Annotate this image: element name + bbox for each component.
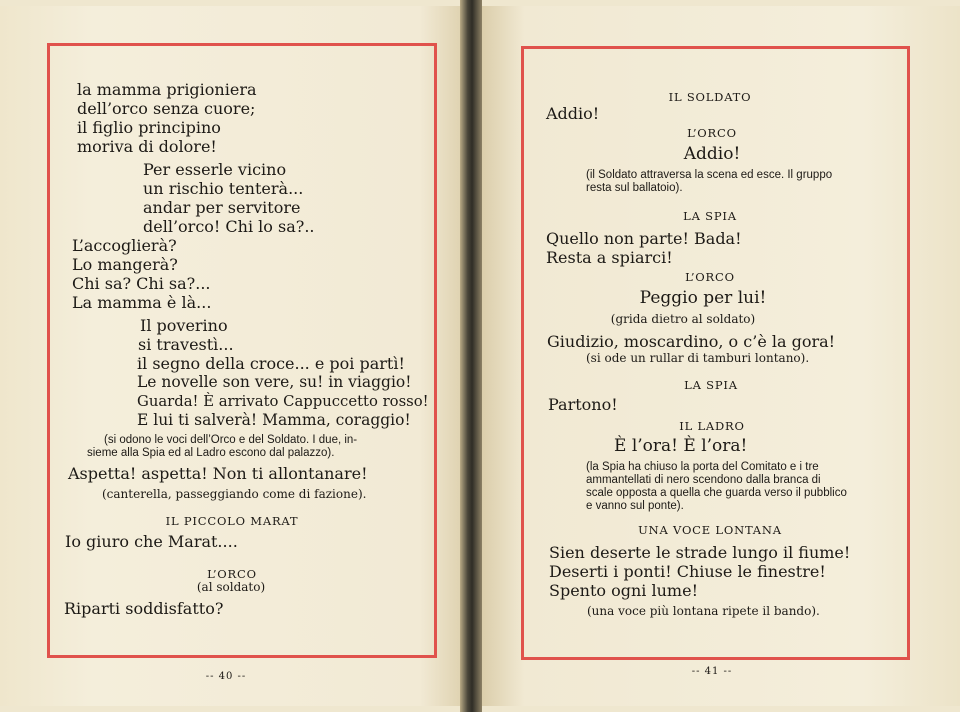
- verse-line: Per esserle vicino: [143, 160, 287, 179]
- verse-line: Spento ogni lume!: [549, 581, 698, 600]
- verse-line: dell’orco! Chi lo sa?..: [143, 217, 315, 236]
- verse-line: Le novelle son vere, su! in viaggio!: [137, 373, 412, 391]
- stage-direction: (canterella, passeggiando come di fazione).: [102, 487, 367, 501]
- verse-line: moriva di dolore!: [77, 137, 217, 156]
- page-number: -- 41 --: [691, 666, 733, 677]
- speaker-name: IL PICCOLO MARAT: [165, 514, 299, 528]
- verse-line: Aspetta! aspetta! Non ti allontanare!: [68, 464, 368, 483]
- stage-direction: (una voce più lontana ripete il bando).: [587, 604, 820, 618]
- verse-line: la mamma prigioniera: [77, 80, 257, 99]
- verse-line: il figlio principino: [77, 118, 221, 137]
- verse-line: Il poverino: [140, 316, 228, 335]
- stage-direction: sieme alla Spia ed al Ladro escono dal palazzo).: [87, 447, 335, 459]
- speaker-name: UNA VOCE LONTANA: [638, 523, 782, 537]
- stage-direction: (grida dietro al soldato): [610, 312, 756, 326]
- stage-direction: (al soldato): [196, 580, 266, 594]
- verse-line: Peggio per lui!: [639, 288, 767, 308]
- verse-line: dell’orco senza cuore;: [77, 99, 256, 118]
- speaker-name: IL LADRO: [679, 419, 745, 433]
- verse-line: Giudizio, moscardino, o c’è la gora!: [547, 332, 836, 351]
- stage-direction: ammantellati di nero scendono dalla branca di: [586, 474, 821, 486]
- stage-direction: (si ode un rullar di tamburi lontano).: [586, 351, 810, 365]
- verse-line: E lui ti salverà! Mamma, coraggio!: [137, 411, 411, 429]
- verse-line: si travestì...: [138, 335, 234, 354]
- stage-direction: (il Soldato attraversa la scena ed esce. Il gruppo: [586, 169, 833, 181]
- verse-line: Addio!: [683, 144, 741, 164]
- verse-line: Quello non parte! Bada!: [546, 229, 742, 248]
- verse-line: La mamma è là...: [72, 293, 212, 312]
- speaker-name: LA SPIA: [683, 209, 737, 223]
- stage-direction: resta sul ballatoio).: [586, 182, 683, 194]
- speaker-name: L’ORCO: [687, 126, 737, 140]
- page-number: -- 40 --: [205, 671, 247, 682]
- verse-line: andar per servitore: [143, 198, 301, 217]
- verse-line: Resta a spiarci!: [546, 248, 673, 267]
- verse-line: il segno della croce... e poi partì!: [137, 354, 405, 373]
- verse-line: Deserti i ponti! Chiuse le finestre!: [549, 562, 826, 581]
- speaker-name: L’ORCO: [685, 270, 735, 284]
- verse-line: Riparti soddisfatto?: [64, 599, 224, 618]
- verse-line: Addio!: [546, 104, 600, 123]
- stage-direction: e vanno sul ponte).: [586, 500, 684, 512]
- speaker-name: LA SPIA: [684, 378, 738, 392]
- verse-line: Lo mangerà?: [72, 255, 178, 274]
- verse-line: Chi sa? Chi sa?...: [72, 274, 211, 293]
- verse-line: Guarda! È arrivato Cappuccetto rosso!: [137, 393, 429, 410]
- speaker-name: IL SOLDATO: [668, 90, 752, 104]
- verse-line: L’accoglierà?: [72, 236, 177, 255]
- stage-direction: (si odono le voci dell’Orco e del Soldato. I due, in-: [104, 434, 358, 446]
- verse-line: È l’ora! È l’ora!: [614, 436, 748, 456]
- stage-direction: scale opposta a quella che guarda verso il pubblico: [586, 487, 847, 499]
- verse-line: Partono!: [548, 395, 618, 414]
- verse-line: Io giuro che Marat....: [65, 532, 238, 551]
- verse-line: Sien deserte le strade lungo il fiume!: [549, 543, 851, 562]
- book-gutter: [460, 0, 482, 712]
- speaker-name: L’ORCO: [207, 567, 257, 581]
- stage-direction: (la Spia ha chiuso la porta del Comitato e i tre: [586, 461, 819, 473]
- verse-line: un rischio tenterà...: [143, 179, 304, 198]
